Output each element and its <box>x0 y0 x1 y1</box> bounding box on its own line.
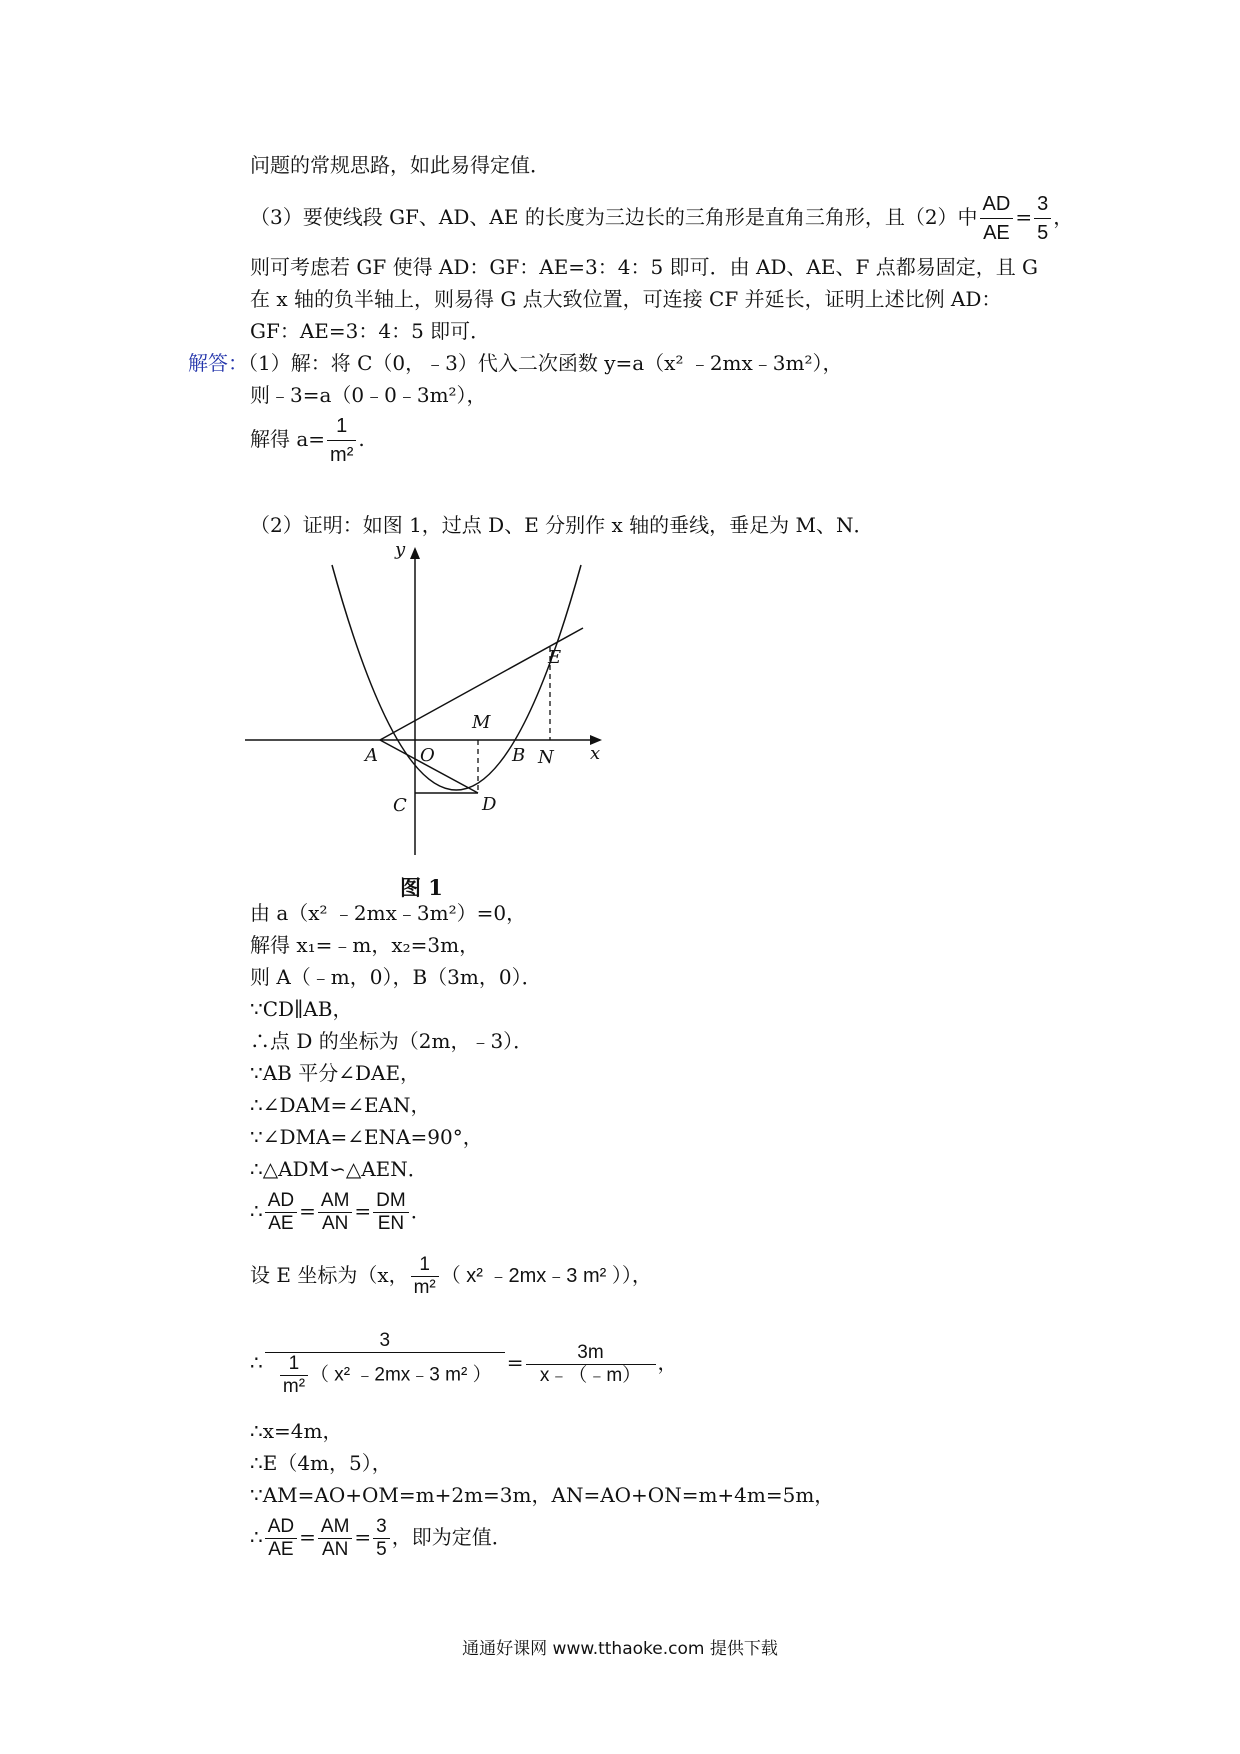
label-b: B <box>512 745 526 766</box>
frac-num: 3 <box>265 1330 505 1353</box>
label-y: y <box>395 539 406 560</box>
label-n: N <box>538 747 554 768</box>
label-d: D <box>482 794 497 815</box>
text-line-2b: ， <box>1053 205 1074 229</box>
text-line-7: 则﹣3=a（0﹣0﹣3m²）， <box>250 383 487 407</box>
label-a: A <box>365 745 378 766</box>
label-c: C <box>393 795 407 816</box>
fraction-3-5 <box>373 1516 390 1561</box>
fraction-1-m2 <box>411 1254 439 1299</box>
text-line-25: ∴ $\frac{AD}{AE}$ = $\frac{AM}{AN}$ = $\frac{3}{5}$ ，即为定值． <box>250 1516 512 1560</box>
text-line-2 <box>250 190 1073 247</box>
frac-num: 3 <box>1034 190 1051 219</box>
comma: ， <box>657 1350 678 1375</box>
text-line-3: 则可考虑若 GF 使得 AD：GF：AE=3：4：5 即可．由 AD、AE、F 点都易固定，且 G <box>250 255 1039 279</box>
frac-num: AM <box>318 1516 353 1539</box>
text-line-20b: （ x² ﹣2mx﹣3 m² ））， <box>440 1265 652 1287</box>
text-line-8 <box>250 412 365 469</box>
text-line-8b: . <box>358 427 365 451</box>
frac-num: AD <box>265 1516 297 1539</box>
text-line-14: ∴点 D 的坐标为（2m，﹣3）． <box>250 1029 534 1053</box>
fraction-am-an <box>318 1516 353 1561</box>
frac-num: AD <box>265 1190 297 1213</box>
equals: = <box>1015 205 1033 229</box>
therefore: ∴ <box>250 1199 263 1223</box>
text-line-20a: 设 E 坐标为（x， <box>250 1263 409 1287</box>
therefore: ∴ <box>250 1525 263 1549</box>
frac-num: 3 <box>373 1516 390 1539</box>
frac-den <box>265 1353 505 1398</box>
frac-den-rest: （ x² ﹣2mx﹣3 m² ） <box>310 1364 492 1386</box>
fraction-am-an <box>318 1190 353 1235</box>
frac-den: AE <box>268 1539 294 1560</box>
answer-line-1 <box>188 350 843 376</box>
frac-num: 1 <box>280 1353 308 1376</box>
fraction-3m <box>526 1342 656 1387</box>
fraction-ad-ae <box>980 190 1014 247</box>
answer-label: 解答： <box>188 351 248 375</box>
frac-den: AN <box>321 1213 349 1234</box>
fraction-dm-en <box>373 1190 409 1235</box>
text-line-21: ∴ 3 $\frac{1}{\text{m²}}$ （ x² ﹣2mx﹣3 m² ） = $\frac{3m}{x﹣(﹣m)}$ ， <box>250 1330 678 1397</box>
frac-num: 1 <box>411 1254 439 1277</box>
frac-num: AD <box>980 190 1014 219</box>
text-line-13: ∵CD∥AB， <box>250 997 353 1021</box>
fraction-complex <box>265 1330 505 1398</box>
answer-text: （1）解：将 C（0，﹣3）代入二次函数 y=a（x² ﹣2mx﹣3m²）， <box>248 351 843 375</box>
text-line-15: ∵AB 平分∠DAE， <box>250 1061 421 1085</box>
frac-num: 3m <box>526 1342 656 1365</box>
period: ． <box>410 1199 431 1223</box>
label-m: M <box>472 712 491 733</box>
text-line-20 <box>250 1254 652 1299</box>
fraction-1-m2 <box>327 412 356 469</box>
fraction-inner-1-m2 <box>280 1353 308 1398</box>
frac-den: AN <box>321 1539 349 1560</box>
text-line-25-post: ，即为定值． <box>391 1525 512 1549</box>
frac-den: m² <box>330 444 354 466</box>
frac-num: 1 <box>327 412 356 441</box>
fraction-3-5 <box>1034 190 1051 247</box>
text-line-16: ∴∠DAM=∠EAN， <box>250 1093 431 1117</box>
frac-den: 5 <box>1037 222 1049 244</box>
text-line-10: 由 a（x² ﹣2mx﹣3m²）=0， <box>250 901 527 925</box>
text-line-17: ∵∠DMA=∠ENA=90°， <box>250 1125 483 1149</box>
text-line-1: 问题的常规思路，如此易得定值． <box>250 153 550 177</box>
frac-num: DM <box>373 1190 409 1213</box>
label-e: E <box>548 647 562 668</box>
text-line-9: （2）证明：如图 1，过点 D、E 分别作 x 轴的垂线，垂足为 M、N． <box>250 513 874 537</box>
figure-caption: 图 1 <box>400 875 443 900</box>
frac-den: m² <box>282 1376 306 1397</box>
frac-den: EN <box>377 1213 405 1234</box>
text-line-23: ∴E（4m，5）， <box>250 1451 392 1475</box>
text-line-19: ∴ $\frac{AD}{AE}$ = $\frac{AM}{AN}$ = $\frac{DM}{EN}$ ． <box>250 1190 431 1234</box>
frac-den: x﹣（﹣m） <box>539 1364 642 1386</box>
text-line-4: 在 x 轴的负半轴上，则易得 G 点大致位置，可连接 CF 并延长，证明上述比例 AD： <box>250 287 1002 311</box>
text-line-8a: 解得 a= <box>250 427 326 451</box>
page-footer: 通通好课网 www.tthaoke.com 提供下载 <box>462 1639 778 1659</box>
frac-den: AE <box>268 1213 294 1234</box>
therefore: ∴ <box>250 1350 263 1375</box>
text-line-5: GF：AE=3：4：5 即可． <box>250 319 491 343</box>
frac-den: m² <box>413 1277 436 1298</box>
fraction-ad-ae <box>265 1516 297 1561</box>
text-line-18: ∴△ADM∽△AEN． <box>250 1157 428 1181</box>
text-line-22: ∴x=4m， <box>250 1419 343 1443</box>
y-axis-arrow-icon <box>410 547 420 559</box>
text-line-2a: （3）要使线段 GF、AD、AE 的长度为三边长的三角形是直角三角形，且（2）中 <box>250 205 978 229</box>
label-o: O <box>420 745 435 766</box>
label-x: x <box>590 743 601 764</box>
text-line-24: ∵AM=AO+OM=m+2m=3m，AN=AO+ON=m+4m=5m， <box>250 1483 835 1507</box>
text-line-12: 则 A（﹣m，0），B（3m，0）． <box>250 965 542 989</box>
text-line-11: 解得 x₁=﹣m，x₂=3m， <box>250 933 480 957</box>
figure-1-parabola-diagram <box>240 535 620 865</box>
frac-den: 5 <box>376 1539 387 1560</box>
frac-num: AM <box>318 1190 353 1213</box>
frac-den: AE <box>983 222 1010 244</box>
fraction-ad-ae <box>265 1190 297 1235</box>
